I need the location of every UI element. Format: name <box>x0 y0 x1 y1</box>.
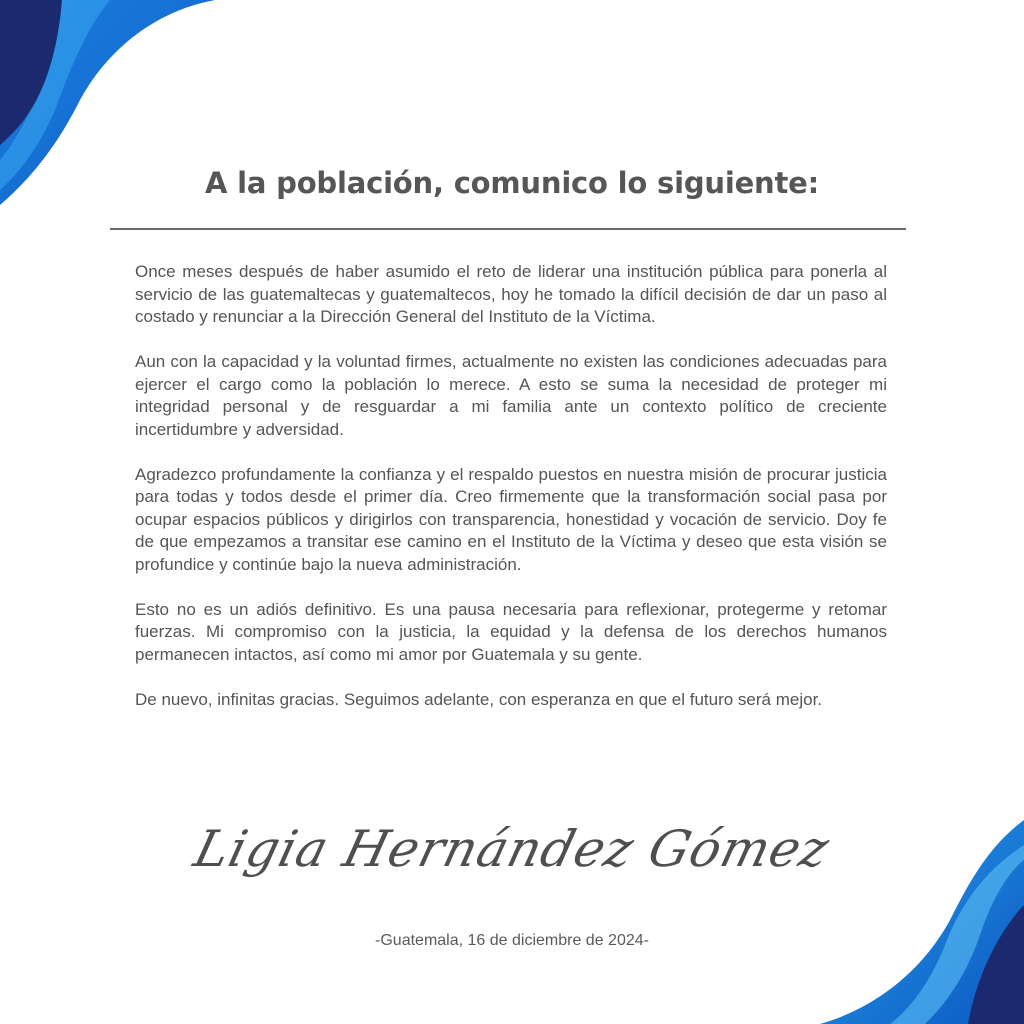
paragraph: Aun con la capacidad y la voluntad firmes, actualmente no existen las condiciones adecuadas para ejercer el cargo como la población lo merece. A esto se suma la necesidad de proteger mi integridad personal y de resguardar a mi familia ante un contexto político de creciente incertidumbre y adversidad. <box>135 352 887 439</box>
paragraph: Esto no es un adiós definitivo. Es una pausa necesaria para reflexionar, protegerme y retomar fuerzas. Mi compromiso con la justicia, la equidad y la defensa de los derechos humanos permanecen intactos, así como mi amor por Guatemala y su gente. <box>135 599 887 664</box>
paragraph: Agradezco profundamente la confianza y el respaldo puestos en nuestra misión de procurar justicia para todas y todos desde el primer día. Creo firmemente que la transformación social pasa por ocupar espacios públicos y dirigirlos con transparencia, honestidad y vocación de servicio. Doy fe de que empezamos a transitar ese camino en el Instituto de la Víctima y deseo que esta visión se profundice y continúe bajo la nueva administración. <box>135 464 887 574</box>
paragraph: De nuevo, infinitas gracias. Seguimos adelante, con esperanza en que el futuro será mejor. <box>135 689 823 709</box>
letter-body <box>135 261 887 734</box>
paragraph: Once meses después de haber asumido el reto de liderar una institución pública para ponerla al servicio de las guatemaltecas y guatemaltecos, hoy he tomado la difícil decisión de dar un paso al costado y renunciar a la Dirección General del Instituto de la Víctima. <box>135 262 887 326</box>
letter-heading: A la población, comunico lo siguiente: <box>204 166 820 200</box>
heading-divider <box>110 228 906 230</box>
location-date: -Guatemala, 16 de diciembre de 2024- <box>375 932 649 949</box>
signature: Ligia Hernández Gómez <box>188 820 836 878</box>
